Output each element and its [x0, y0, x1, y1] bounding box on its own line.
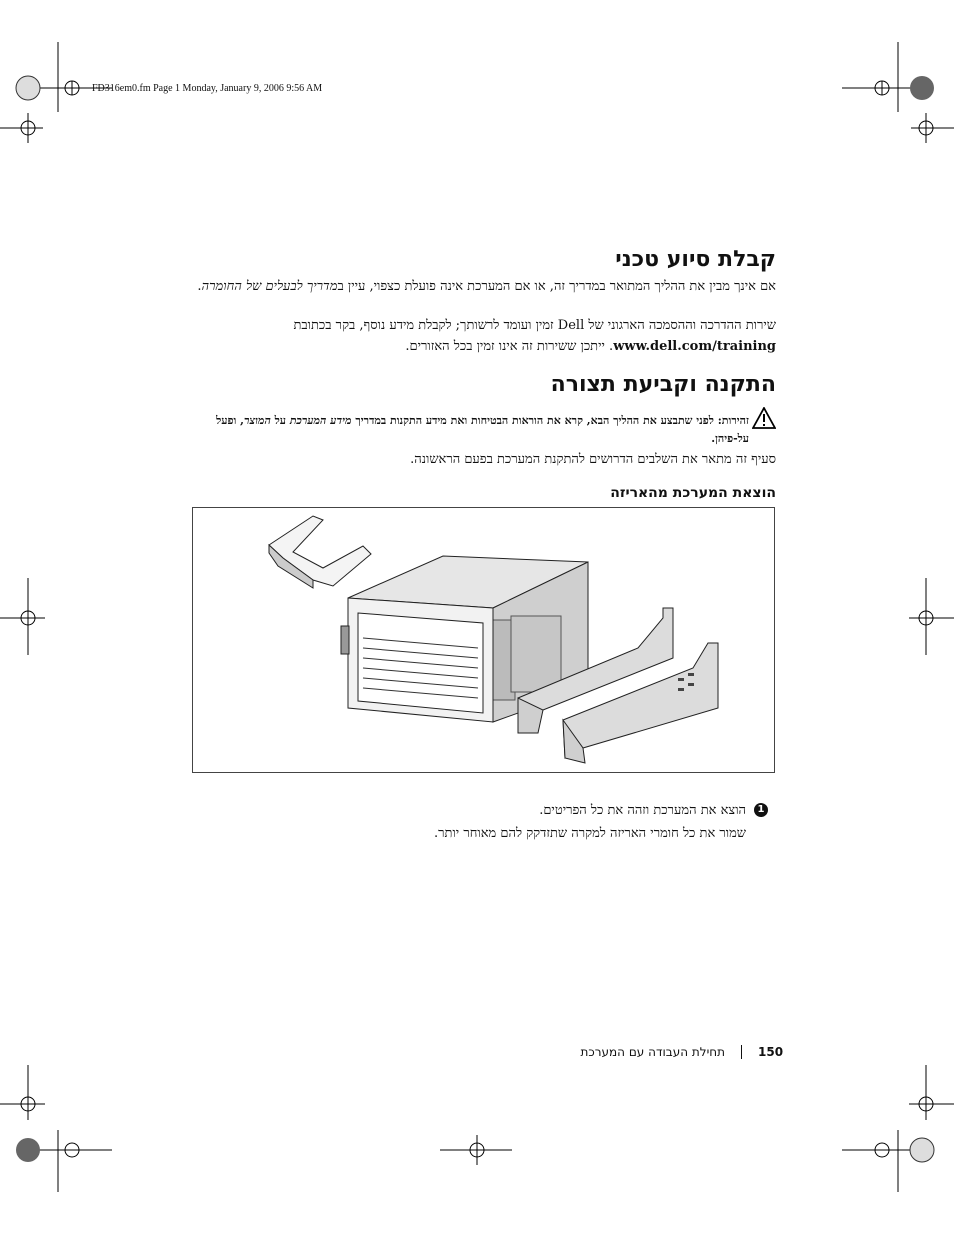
system-enclosure-illustration — [193, 508, 774, 772]
caution-body-b: על — [274, 414, 290, 427]
hardware-ref: של החומרה — [201, 279, 262, 294]
product-ref: המוצר — [243, 414, 271, 427]
caution-label: זהירות: — [717, 414, 749, 427]
chapter-title: תחילת העבודה עם המערכת — [580, 1045, 725, 1059]
section-title-setup: התקנה וקביעת תצורה — [550, 372, 776, 397]
footer-divider — [741, 1045, 742, 1059]
caution-body: לפני שתבצע את ההליך הבא, קרא את הוראות הבטיחות ואת מידע התקנות במדריך — [351, 414, 714, 427]
page-number: 150 — [758, 1045, 784, 1059]
subsection-title-unpacking: הוצאת המערכת מהאריזה — [610, 485, 776, 501]
support-paragraph — [176, 276, 776, 297]
product-info-ref: מידע המערכת — [289, 414, 352, 427]
section-title-tech-support: קבלת סיוע טכני — [615, 247, 776, 272]
training-paragraph — [176, 315, 776, 357]
caution-icon — [752, 407, 776, 429]
file-info: FD316em0.fm Page 1 Monday, January 9, 2006 9:56 AM — [92, 83, 323, 94]
training-url[interactable]: www.dell.com/training — [613, 339, 776, 354]
unpacking-figure — [192, 507, 775, 773]
training-text: שירות ההדרכה וההסמכה הארגוני של Dell זמין ועומד לרשותך; לקבלת מידע נוסף, בקר בכתובת — [293, 318, 776, 333]
caution-body-c: , ופעל על-פיהן. — [216, 414, 749, 445]
caution-text — [179, 412, 749, 448]
step-subtext: שמור את כל חומרי האריזה למקרה שתזדקק להם מאוחר יותר. — [434, 826, 746, 841]
step-number-badge: 1 — [754, 803, 768, 817]
support-text: אם אינך מבין את ההליך המתואר במדריך זה, או אם המערכת אינה פועלת כצפוי, עיין ב — [337, 279, 776, 294]
training-text-end: . ייתכן ששירות זה אינו זמין בכל האזורים. — [405, 339, 614, 354]
step-text: הוצא את המערכת וזהה את כל הפריטים. — [539, 803, 746, 818]
period: . — [197, 279, 202, 294]
owners-manual-ref: מדריך לבעלים — [265, 279, 338, 294]
setup-intro: סעיף זה מתאר את השלבים הדרושים להתקנת המערכת בפעם הראשונה. — [410, 452, 776, 467]
